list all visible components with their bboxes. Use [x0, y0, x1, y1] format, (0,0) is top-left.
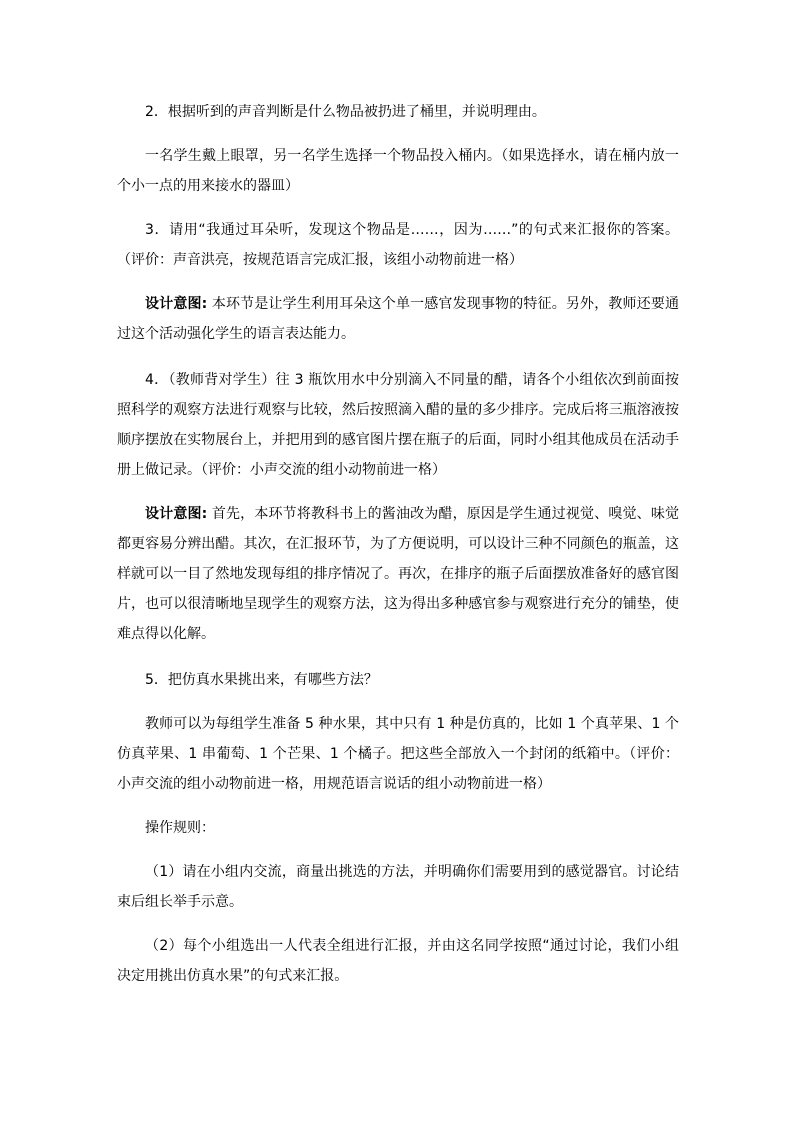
- paragraph-item-5: 5．把仿真水果挑出来，有哪些方法？: [145, 672, 378, 688]
- paragraph-rules-heading: 操作规则：: [145, 820, 215, 836]
- paragraph-fruit-setup: 教师可以为每组学生准备 5 种水果，其中只有 1 种是仿真的，比如 1 个真苹果、1 个仿真苹果、1 串葡萄、1 个芒果、1 个橘子。把这些全部放入一个封闭的纸箱中。（评价：小声交流的组小动物前进一格，用规范语言说话的组小动物前进一格）: [117, 716, 679, 792]
- design-intent-label: 设计意图:: [145, 296, 208, 312]
- document-page: [117, 97, 679, 1005]
- design-intent-1: [117, 289, 679, 349]
- paragraph-item-2: 2．根据听到的声音判断是什么物品被扔进了桶里，并说明理由。: [145, 104, 546, 120]
- paragraph-rule-2: （2）每个小组选出一人代表全组进行汇报，并由这名同学按照“通过讨论，我们小组决定用挑出仿真水果”的句式来汇报。: [117, 938, 679, 984]
- paragraph-rule-1: （1）请在小组内交流，商量出挑选的方法，并明确你们需要用到的感觉器官。讨论结束后组长举手示意。: [117, 864, 679, 910]
- design-intent-2: [117, 499, 679, 649]
- design-intent-text: 首先，本环节将教科书上的酱油改为醋，原因是学生通过视觉、嗅觉、味觉都更容易分辨出醋。其次，在汇报环节，为了方便说明，可以设计三种不同颜色的瓶盖，这样就可以一目了然地发现每组的排序情况了。再次，在排序的瓶子后面摆放准备好的感官图片，也可以很清晰地呈现学生的观察方法，这为得出多种感官参与观察进行充分的铺垫，使难点得以化解。: [117, 506, 679, 642]
- paragraph-blindfold: 一名学生戴上眼罩，另一名学生选择一个物品投入桶内。（如果选择水，请在桶内放一个小一点的用来接水的器皿）: [117, 148, 679, 194]
- design-intent-text: 本环节是让学生利用耳朵这个单一感官发现事物的特征。另外，教师还要通过这个活动强化学生的语言表达能力。: [117, 296, 679, 342]
- design-intent-label: 设计意图:: [145, 506, 208, 522]
- paragraph-item-4: 4．（教师背对学生）往 3 瓶饮用水中分别滴入不同量的醋，请各个小组依次到前面按照科学的观察方法进行观察与比较，然后按照滴入醋的量的多少排序。完成后将三瓶溶液按顺序摆放在实物展台上，并把用到的感官图片摆在瓶子的后面，同时小组其他成员在活动手册上做记录。（评价：小声交流的组小动物前进一格）: [117, 372, 679, 478]
- paragraph-item-3: 3．请用“我通过耳朵听，发现这个物品是……，因为……”的句式来汇报你的答案。（评价：声音洪亮，按规范语言完成汇报，该组小动物前进一格）: [117, 222, 679, 268]
